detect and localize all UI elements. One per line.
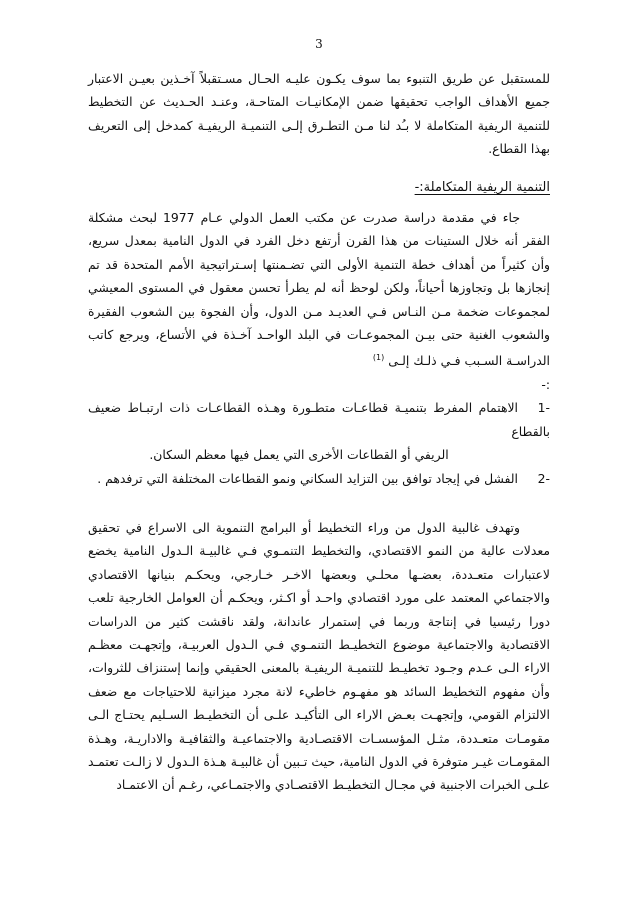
section-heading: التنمية الريفية المتكاملة:-: [414, 180, 550, 195]
list-item-1-continuation: الريفي أو القطاعات الأخرى التي يعمل فيها معظم السكان.: [149, 447, 449, 463]
list-item-2: [88, 467, 550, 490]
list-item-1-text: الاهتمام المفرط بتنميـة قطاعـات متطـورة وهـذه القطاعـات ذات ارتبـاط ضعيف بالقطاع: [88, 400, 550, 439]
page-number: 3: [315, 37, 323, 51]
list-item-1: [88, 396, 550, 443]
paragraph-1-text: جاء في مقدمة دراسة صدرت عن مكتب العمل الدولي عـام 1977 لبحث مشكلة الفقر أنه خلال الستينات من هذا القرن أرتفع دخل الفرد في الدول النامية بمعدل سريع، وأن كثيراً من أهداف خطة التنمية الأولى التي تضـمنتها إسـتراتيجية الأمم المتحدة قد تم إنجازها بل وتجاوزها أحياناً، ولكن لوحظ أنه لم يطرأ تحسن معقول في المستوى المعيشي لمجموعات ضخمة مـن النـاس فـي العديـد مـن الدول، وأن الفجوة بين الشعوب الفقيرة والشعوب الغنية حتى بيـن المجموعـات في البلد الواحـد آخـذة في الأتساع، ويرجع كاتب الدراسـة السـبب فـي ذلـك إلـى: [88, 210, 550, 369]
intro-text: للمستقبل عن طريق التنبوء بما سوف يكـون عليـه الحـال مسـتقبلاً آخـذين بعيـن الاعتبار جميع الأهداف الواجب تحقيقها ضمن الإمكانيـات المتاحـة، وعنـد الحـديث عن التخطيط للتنمية الريفية المتكاملة لا بـُد لنا مـن التطـرق إلـى التنميـة الريفيـة كمدخل إلى التعريف بهذا القطاع.: [88, 71, 550, 157]
footnote-reference: (1): [372, 353, 385, 363]
list-item-2-text: الفشل في إيجاد توافق بين التزايد السكاني ونمو القطاعات المختلفة التي ترفدهم .: [97, 470, 518, 486]
section-body: [88, 206, 550, 490]
body-paragraph-2: وتهدف غالبية الدول من وراء التخطيط أو البرامج التنموية الى الاسراع في تحقيق معدلات عالية من النمو الاقتصادي، والتخطيط التنمـوي فـي غالبيـة الـدول النامية يخضع لاعتبارات متعـددة، بعضـها محلـي وبعضها الاخـر خـارجي، ويحكـم بنيانها الاقتصادي والاجتماعي المعتمد على مورد اقتصادي واحـد أو اكـثر، ويحكـم أن العوامل الخارجية تلعب دورا رئيسيا في إنتاجة وربما في إستمرار عاندانة، ولقد ناقشت كثير من الدراسات الاقتصادية والاجتماعية موضوع التخطيـط التنمـوي فـي الـدول العربيـة، وإتجهـت معظـم الاراء الـى عـدم وجـود تخطيـط للتنميـة الريفيـة بالمعنى الحقيقي وإنما إستنزاف للثروات، وأن مفهوم التخطيط السائد هو مفهـوم خاطيء لانة مجرد ميزانية للاحتياجات مع ضعف الالتزام القومي، وإتجهـت بعـض الاراء الى التأكيـد علـى أن التخطيـط السـليم يحتـاج الـى مقومـات متعـددة، مثـل المؤسسـات الاقتصـادية والاجتماعيـة والثقافيـة والاداريـة، وهـذة المقومـات غيـر متوفرة في الدول النامية، حيث تـبين أن غالبيـة هـذة الـدول لا زالـت تعتمـد علـى الخبرات الاجنبية في مجـال التخطيـط الاقتصـادي والاجتمـاعي، رغـم أن الاعتمـاد: [88, 520, 550, 793]
second-section-body: [88, 516, 550, 797]
list-intro-colon: :-: [541, 376, 550, 392]
list-item-2-number: -2: [537, 470, 550, 486]
intro-paragraph: [88, 67, 550, 161]
body-paragraph-1: [88, 206, 550, 373]
list-item-1-number: -1: [537, 400, 550, 416]
